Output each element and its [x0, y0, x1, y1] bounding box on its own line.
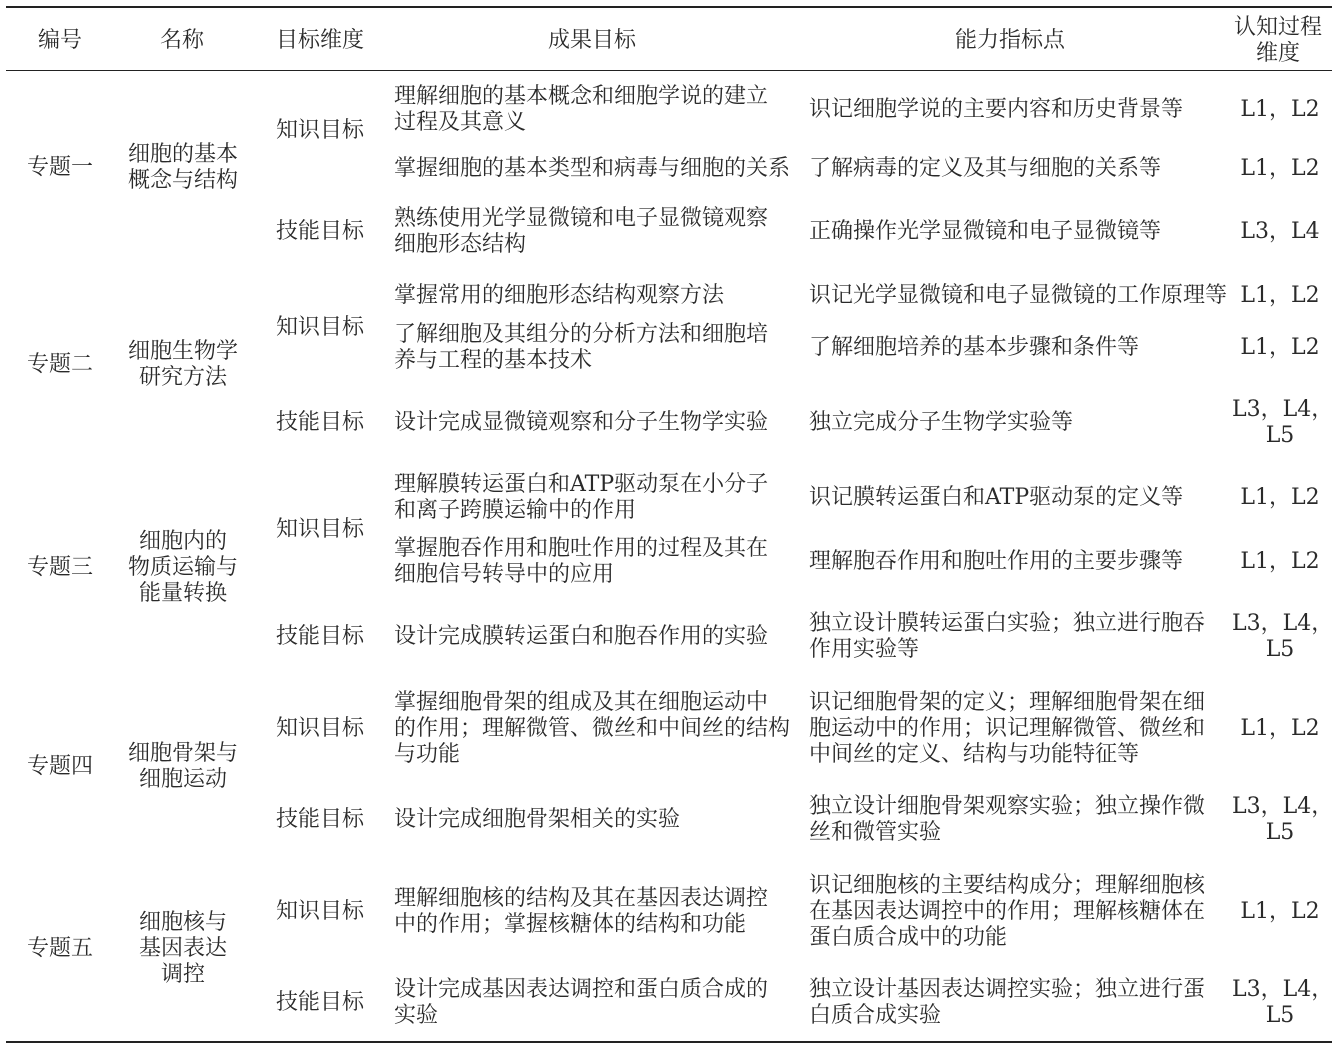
dimension-skill: 技能目标: [275, 807, 364, 832]
goal-text: 过程及其意义: [394, 110, 527, 135]
goal-text: 熟练使用光学显微镜和电子显微镜观察: [394, 206, 769, 231]
ability-text: 了解细胞培养的基本步骤和条件等: [809, 335, 1140, 360]
header-cognitive-line1: 认知过程: [1233, 15, 1322, 40]
goal-text: 设计完成膜转运蛋白和胞吞作用的实验: [394, 624, 769, 649]
topic-name: 研究方法: [138, 365, 227, 390]
header-cognitive-line2: 维度: [1255, 41, 1300, 66]
topic-name: 细胞生物学: [127, 339, 238, 364]
goal-text: 掌握细胞骨架的组成及其在细胞运动中: [394, 690, 769, 715]
topic-id: 专题四: [26, 754, 93, 779]
cognitive-level: L1，L2: [1240, 97, 1320, 122]
top-rule: [6, 6, 1332, 8]
topic-name: 调控: [160, 962, 205, 987]
goal-text: 与功能: [394, 742, 461, 767]
goal-text: 细胞信号转导中的应用: [394, 562, 615, 587]
ability-text: 识记细胞骨架的定义；理解细胞骨架在细: [809, 690, 1206, 715]
dimension-skill: 技能目标: [275, 219, 364, 244]
dimension-skill: 技能目标: [275, 990, 364, 1015]
ability-text: 独立完成分子生物学实验等: [809, 410, 1074, 435]
topic-id: 专题三: [26, 555, 93, 580]
cognitive-level: L1，L2: [1240, 549, 1320, 574]
ability-text: 识记光学显微镜和电子显微镜的工作原理等: [809, 283, 1228, 308]
topic-id: 专题五: [26, 936, 93, 961]
goal-text: 掌握细胞的基本类型和病毒与细胞的关系: [394, 156, 791, 181]
ability-text: 作用实验等: [809, 637, 920, 662]
topic-name: 基因表达: [138, 936, 227, 961]
goal-text: 中的作用；掌握核糖体的结构和功能: [394, 912, 747, 937]
cognitive-level: L1，L2: [1240, 283, 1320, 308]
ability-text: 了解病毒的定义及其与细胞的关系等: [809, 156, 1162, 181]
ability-text: 正确操作光学显微镜和电子显微镜等: [809, 219, 1162, 244]
goal-text: 掌握常用的细胞形态结构观察方法: [394, 283, 725, 308]
cognitive-level: L3，L4: [1240, 219, 1320, 244]
goal-text: 理解膜转运蛋白和ATP驱动泵在小分子: [394, 472, 769, 497]
topic-name: 细胞骨架与: [127, 741, 238, 766]
bottom-rule: [6, 1041, 1332, 1043]
goal-text: 了解细胞及其组分的分析方法和细胞培: [394, 322, 769, 347]
cognitive-level: L5: [1265, 820, 1295, 845]
goal-text: 掌握胞吞作用和胞吐作用的过程及其在: [394, 536, 769, 561]
cognitive-level: L1，L2: [1240, 335, 1320, 360]
goal-text: 理解细胞的基本概念和细胞学说的建立: [394, 84, 769, 109]
topic-id: 专题一: [26, 155, 93, 180]
dimension-knowledge: 知识目标: [275, 899, 364, 924]
ability-text: 白质合成实验: [809, 1003, 942, 1028]
dimension-skill: 技能目标: [275, 410, 364, 435]
topic-name: 能量转换: [138, 581, 227, 606]
cognitive-level: L3，L4，: [1232, 397, 1334, 422]
goal-text: 理解细胞核的结构及其在基因表达调控: [394, 886, 769, 911]
ability-text: 蛋白质合成中的功能: [809, 925, 1008, 950]
cognitive-level: L3，L4，: [1232, 611, 1334, 636]
cognitive-level: L5: [1265, 1003, 1295, 1028]
goal-text: 细胞形态结构: [394, 232, 527, 257]
goal-text: 设计完成基因表达调控和蛋白质合成的: [394, 977, 769, 1002]
goal-text: 设计完成显微镜观察和分子生物学实验: [394, 410, 769, 435]
cognitive-level: L1，L2: [1240, 716, 1320, 741]
cognitive-level: L5: [1265, 423, 1295, 448]
cognitive-level: L1，L2: [1240, 899, 1320, 924]
ability-text: 识记膜转运蛋白和ATP驱动泵的定义等: [809, 485, 1184, 510]
topic-name: 细胞的基本: [127, 142, 238, 167]
goal-text: 实验: [394, 1003, 439, 1028]
dimension-knowledge: 知识目标: [275, 315, 364, 340]
header-dimension: 目标维度: [275, 28, 364, 53]
ability-text: 识记细胞核的主要结构成分；理解细胞核: [809, 873, 1206, 898]
topic-name: 细胞内的: [138, 529, 227, 554]
cognitive-level: L1，L2: [1240, 156, 1320, 181]
dimension-skill: 技能目标: [275, 624, 364, 649]
header-rule: [6, 70, 1332, 71]
ability-text: 独立设计膜转运蛋白实验；独立进行胞吞: [809, 611, 1206, 636]
header-id: 编号: [37, 28, 82, 53]
ability-text: 理解胞吞作用和胞吐作用的主要步骤等: [809, 549, 1184, 574]
goal-text: 和离子跨膜运输中的作用: [394, 498, 637, 523]
header-goal: 成果目标: [547, 28, 636, 53]
ability-text: 独立设计基因表达调控实验；独立进行蛋: [809, 977, 1206, 1002]
ability-text: 在基因表达调控中的作用；理解核糖体在: [809, 899, 1206, 924]
cognitive-level: L3，L4，: [1232, 794, 1334, 819]
ability-text: 胞运动中的作用；识记理解微管、微丝和: [809, 716, 1206, 741]
topic-name: 细胞运动: [138, 767, 227, 792]
header-name: 名称: [159, 28, 204, 53]
ability-text: 丝和微管实验: [809, 820, 942, 845]
topic-id: 专题二: [26, 352, 93, 377]
goal-text: 养与工程的基本技术: [394, 348, 593, 373]
ability-text: 识记细胞学说的主要内容和历史背景等: [809, 97, 1184, 122]
dimension-knowledge: 知识目标: [275, 716, 364, 741]
cognitive-level: L5: [1265, 637, 1295, 662]
goal-text: 的作用；理解微管、微丝和中间丝的结构: [394, 716, 791, 741]
dimension-knowledge: 知识目标: [275, 517, 364, 542]
header-ability: 能力指标点: [954, 28, 1065, 53]
topic-name: 细胞核与: [138, 910, 227, 935]
cognitive-level: L3，L4，: [1232, 977, 1334, 1002]
topic-name: 物质运输与: [127, 555, 238, 580]
cognitive-level: L1，L2: [1240, 485, 1320, 510]
ability-text: 独立设计细胞骨架观察实验；独立操作微: [809, 794, 1206, 819]
ability-text: 中间丝的定义、结构与功能特征等: [809, 742, 1140, 767]
goal-text: 设计完成细胞骨架相关的实验: [394, 807, 681, 832]
topic-name: 概念与结构: [127, 168, 238, 193]
dimension-knowledge: 知识目标: [275, 118, 364, 143]
